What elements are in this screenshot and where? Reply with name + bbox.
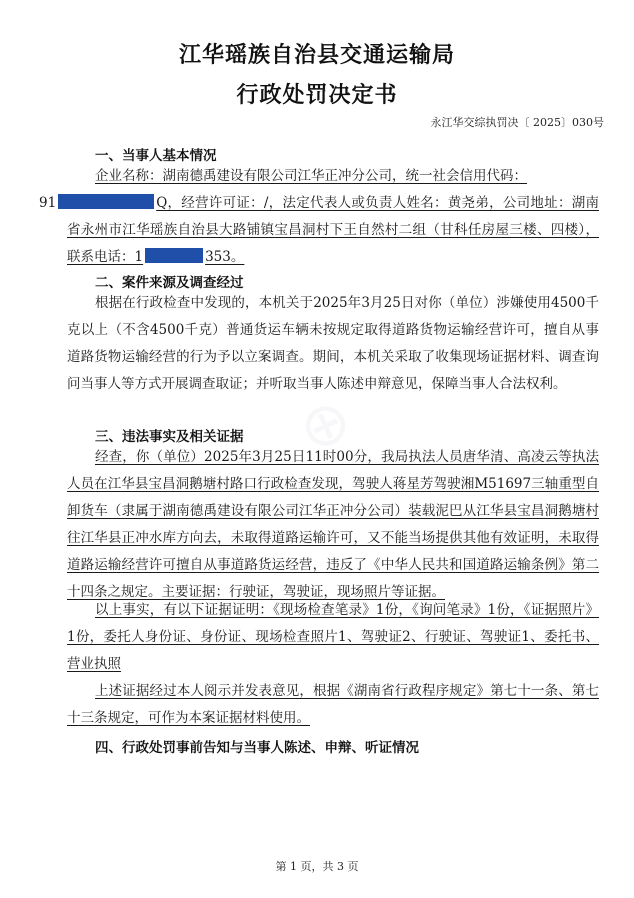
phone-suffix: 353。	[205, 249, 245, 265]
section-1-body	[39, 163, 599, 271]
agency-title: 江华瑶族自治县交通运输局	[178, 43, 455, 68]
document-number: 永江华交综执罚决〔 2025〕030号	[430, 116, 604, 129]
section-3-evidence: 以上事实，有以下证据证明：《现场检查笔录》1份，《询问笔录》1份，《证据照片》1份，委托人身份证、身份证、现场检查照片1、驾驶证2、行驶证、驾驶证1、委托书、营业执照	[67, 602, 599, 672]
document-title: 行政处罚决定书	[236, 83, 398, 108]
section-1-heading: 一、当事人基本情况	[95, 148, 217, 164]
company-info-line-2: Q，经营许可证：/，法定代表人或负责人姓名：黄尧弟，公司地址：湖南省永州市江华瑶族自治县大路铺镇宝昌洞村下王自然村二组（甘科任房屋三楼、四楼），联系电话：1	[67, 195, 599, 265]
section-2-heading: 二、案件来源及调查经过	[95, 275, 244, 291]
watermark: ⊕	[287, 382, 363, 468]
section-3-facts: 经查，你（单位）2025年3月25日11时00分，我局执法人员唐华清、高凌云等执法人员在江华县宝昌洞鹅塘村路口行政检查发现，驾驶人蒋星芳驾驶湘M51697三轴重型自卸货车（隶属于湖南德禹建设有限公司江华正冲分公司）装载泥巴从江华县宝昌洞鹅塘村往江华县正冲水库方向去，未取得道路运输许可，又不能当场提供其他有效证明，未取得道路运输经营许可擅自从事道路货运经营，违反了《中华人民共和国道路运输条例》第二十四条之规定。主要证据：行驶证，驾驶证，现场照片等证据。	[67, 449, 599, 600]
redacted-credit-code	[58, 194, 154, 209]
section-3-evidence-use: 上述证据经过本人阅示并发表意见，根据《湖南省行政程序规定》第七十一条、第七十三条规定，可作为本案证据材料使用。	[67, 683, 599, 726]
section-3-heading: 三、违法事实及相关证据	[95, 429, 244, 445]
section-4-heading: 四、行政处罚事前告知与当事人陈述、申辩、听证情况	[95, 740, 419, 756]
page-footer: 第 1 页，共 3 页	[275, 860, 359, 873]
redacted-phone	[145, 248, 203, 263]
section-2-body: 根据在行政检查中发现的，本机关于2025年3月25日对你（单位）涉嫌使用4500千克以上（不含4500千克）普通货运车辆未按规定取得道路货物运输经营许可，擅自从事道路货物运输经营的行为予以立案调查。期间，本机关采取了收集现场证据材料、调查询问当事人等方式开展调查取证；并听取当事人陈述申辩意见，保障当事人合法权利。	[67, 295, 599, 392]
company-info-line-1: 企业名称：湖南德禹建设有限公司江华正冲分公司，统一社会信用代码：	[95, 168, 527, 184]
credit-code-prefix: 91	[39, 195, 57, 211]
